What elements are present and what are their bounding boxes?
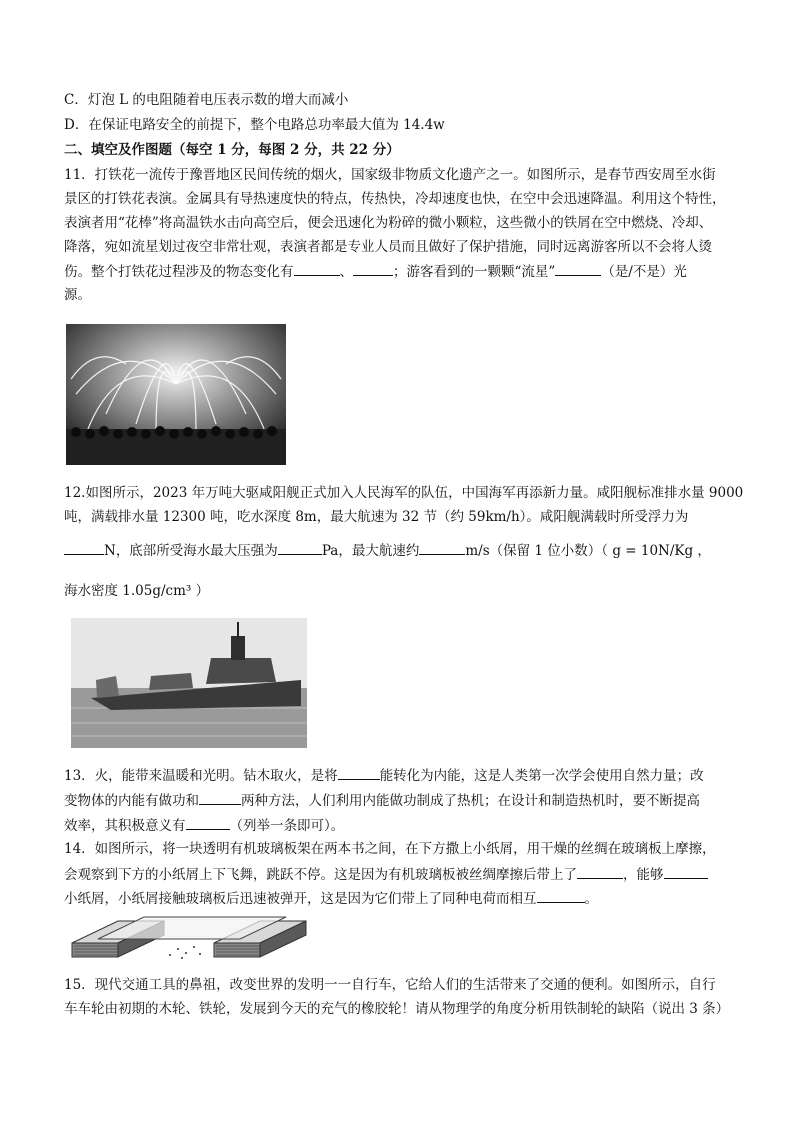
q13-blank-2[interactable] bbox=[199, 790, 241, 805]
q13-blank-3[interactable] bbox=[186, 815, 230, 830]
q14-text-d: 。 bbox=[584, 891, 598, 907]
q13-text-d: 两种方法，人们利用内能做功制成了热机；在设计和制造热机时，要不断提高 bbox=[241, 793, 700, 809]
q12-text-c: m/s（保留 1 位小数）（ g = 10N/Kg ， bbox=[465, 543, 711, 559]
q11-text-a: 伤。整个打铁花过程涉及的物态变化有 bbox=[64, 264, 294, 280]
warship-photo bbox=[71, 618, 307, 748]
q12-blank-2[interactable] bbox=[278, 540, 322, 555]
q15-line-2: 车车轮由初期的木轮、铁轮，发展到今天的充气的橡胶轮！请从物理学的角度分析用铁制轮的缺陷（说出 3 条） bbox=[64, 1001, 730, 1017]
q13-line-3 bbox=[64, 815, 344, 836]
q11-text-c: ；游客看到的一颗颗“流星” bbox=[393, 264, 556, 280]
option-c: C．灯泡 L 的电阻随着电压表示数的增大而减小 bbox=[64, 92, 349, 108]
q12-line-1: 12.如图所示，2023 年万吨大驱咸阳舰正式加入人民海军的队伍，中国海军再添新力量。咸阳舰标准排水量 9000 bbox=[64, 485, 744, 501]
q11-blank-2[interactable] bbox=[353, 261, 393, 276]
option-d: D．在保证电路安全的前提下，整个电路总功率最大值为 14.4w bbox=[64, 117, 445, 133]
q14-line-3 bbox=[64, 888, 598, 909]
q12-line-2: 吨，满载排水量 12300 吨，吃水深度 8m，最大航速为 32 节（约 59km/h）。咸阳舰满载时所受浮力为 bbox=[64, 509, 689, 525]
q13-text-a: 13．火，能带来温暖和光明。钻木取火，是将 bbox=[64, 768, 338, 784]
q12-line-4: 海水密度 1.05g/cm³ ） bbox=[64, 583, 210, 599]
q14-text-b: ，能够 bbox=[623, 867, 664, 883]
q13-line-1 bbox=[64, 765, 704, 786]
q14-text-c: 小纸屑，小纸屑接触玻璃板后迅速被弹开，这是因为它们带上了同种电荷而相互 bbox=[64, 891, 537, 907]
q14-blank-3[interactable] bbox=[537, 888, 585, 903]
q12-blank-3[interactable] bbox=[419, 540, 465, 555]
q12-line-3 bbox=[64, 540, 711, 561]
q11-line-3: 表演者用“花棒”将高温铁水击向高空后，便会迅速化为粉碎的微小颗粒，这些微小的铁屑在空中燃烧、冷却、 bbox=[64, 215, 713, 231]
q11-blank-1[interactable] bbox=[294, 261, 340, 276]
q14-text-a: 会观察到下方的小纸屑上下飞舞，跳跃不停。这是因为有机玻璃板被丝绸摩擦后带上了 bbox=[64, 867, 577, 883]
q11-text-d: （是/不是）光 bbox=[601, 264, 687, 280]
q14-blank-2[interactable] bbox=[664, 864, 708, 879]
q11-line-1: 11．打铁花一流传于豫晋地区民间传统的烟火，国家级非物质文化遗产之一。如图所示，是春节西安周至水街 bbox=[64, 167, 716, 183]
q13-text-e: 效率，其积极意义有 bbox=[64, 818, 186, 834]
fireworks-photo bbox=[66, 324, 286, 465]
q11-line-4: 降落，宛如流星划过夜空非常壮观，表演者都是专业人员而且做好了保护措施，同时远离游客所以不会将人烫 bbox=[64, 239, 712, 255]
glass-books-diagram bbox=[68, 913, 310, 965]
q14-line-2 bbox=[64, 864, 708, 885]
q12-text-b: Pa，最大航速约 bbox=[321, 543, 420, 559]
q11-line-6: 源。 bbox=[64, 287, 91, 303]
q11-blank-3[interactable] bbox=[555, 261, 601, 276]
q13-text-f: （列举一条即可）。 bbox=[229, 818, 345, 834]
q13-text-b: 能转化为内能，这是人类第一次学会使用自然力量；改 bbox=[379, 768, 704, 784]
q12-blank-1[interactable] bbox=[64, 540, 104, 555]
q13-blank-1[interactable] bbox=[338, 765, 380, 780]
q11-text-b: 、 bbox=[339, 264, 353, 280]
q14-line-1: 14．如图所示，将一块透明有机玻璃板架在两本书之间，在下方撒上小纸屑，用干燥的丝绸在玻璃板上摩擦， bbox=[64, 841, 716, 857]
q15-line-1: 15．现代交通工具的鼻祖，改变世界的发明一一自行车，它给人们的生活带来了交通的便利。如图所示，自行 bbox=[64, 977, 716, 993]
q14-blank-1[interactable] bbox=[577, 864, 623, 879]
q11-line-5 bbox=[64, 261, 687, 282]
q12-text-a: N，底部所受海水最大压强为 bbox=[104, 543, 278, 559]
section-heading: 二、填空及作图题（每空 1 分，每图 2 分，共 22 分） bbox=[64, 142, 400, 158]
q13-line-2 bbox=[64, 790, 700, 811]
q11-line-2: 景区的打铁花表演。金属具有导热速度快的特点，传热快，冷却速度也快，在空中会迅速降温。利用这个特性， bbox=[64, 191, 726, 207]
q13-text-c: 变物体的内能有做功和 bbox=[64, 793, 199, 809]
